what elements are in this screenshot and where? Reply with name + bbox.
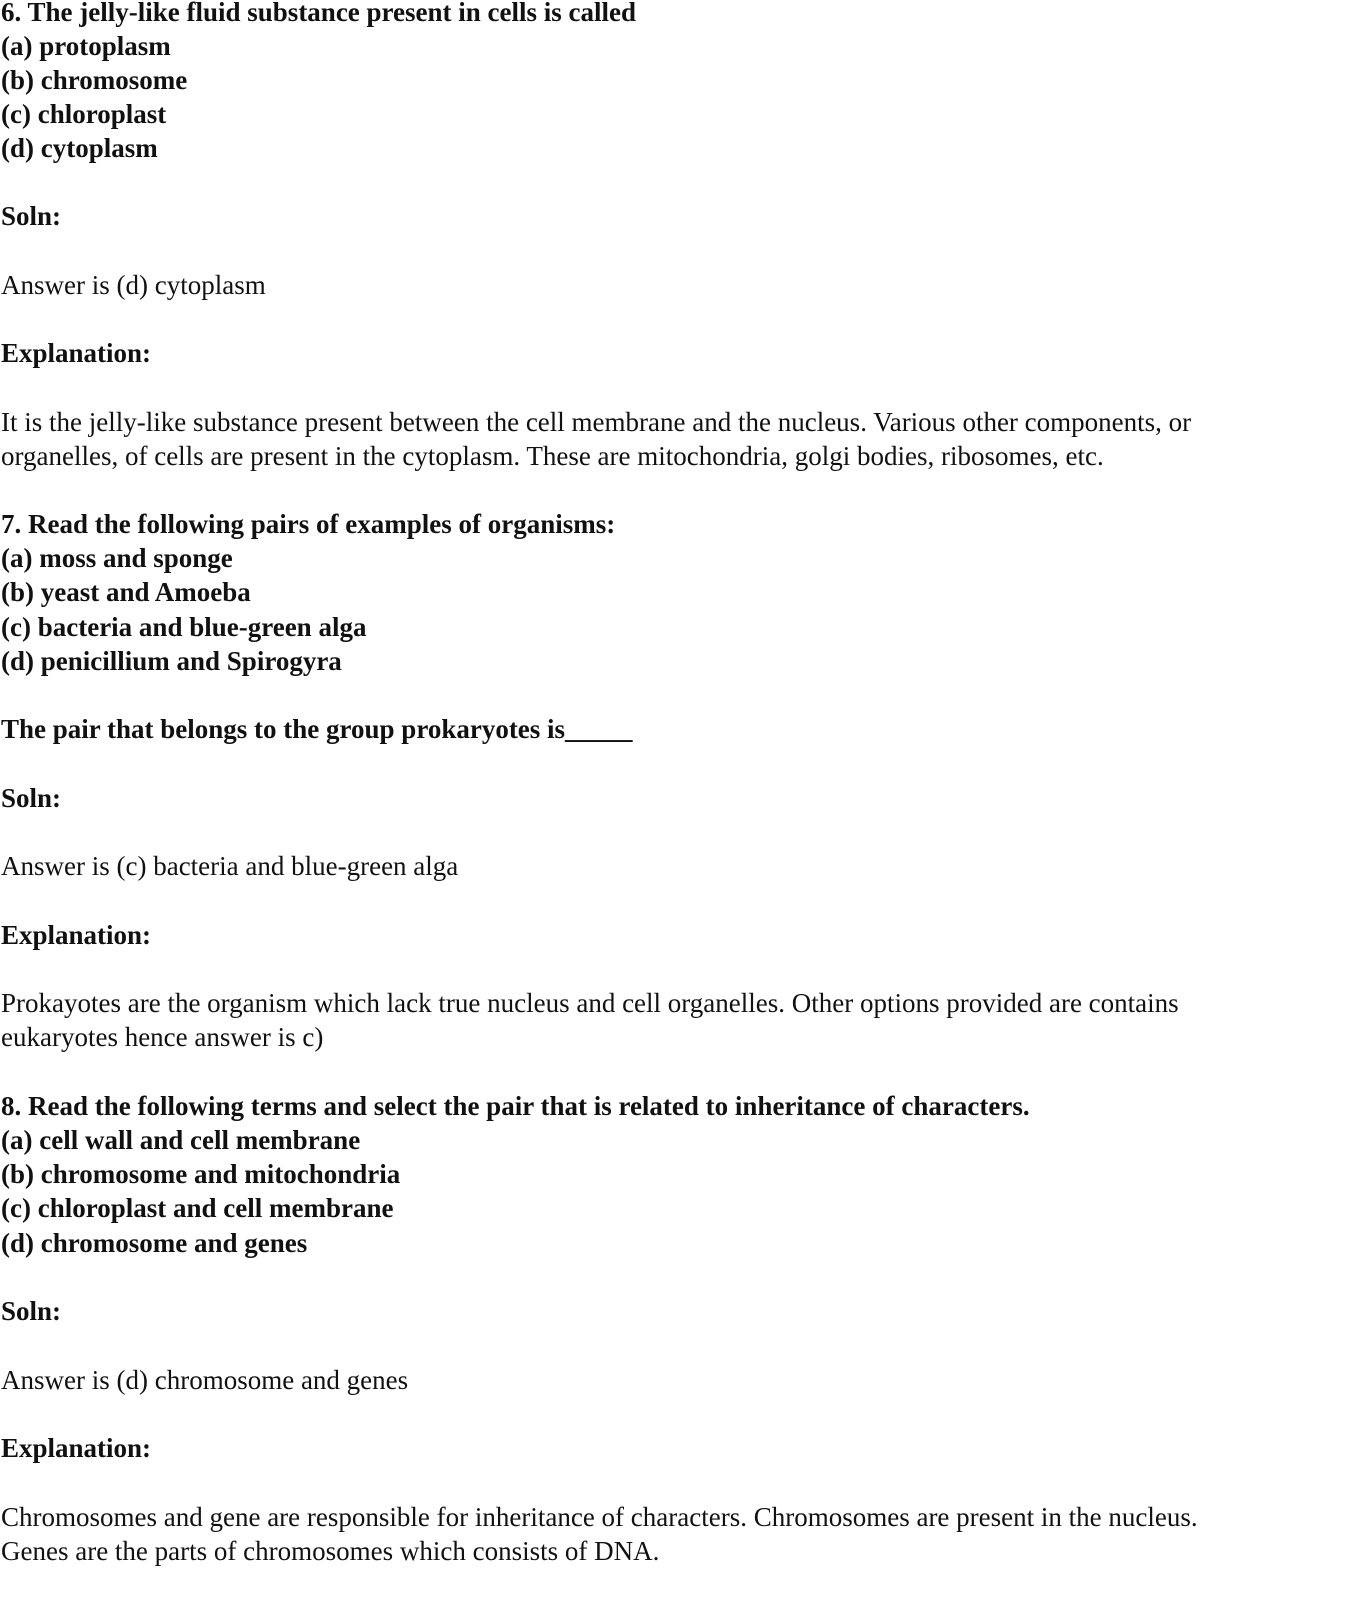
q7-explanation-line-2: eukaryotes hence answer is c) — [1, 1022, 324, 1052]
q7-option-b: (b) yeast and Amoeba — [1, 577, 251, 607]
q8-question: 8. Read the following terms and select the pair that is related to inheritance of characters. — [1, 1091, 1030, 1121]
q6-option-d: (d) cytoplasm — [1, 133, 158, 163]
q8-answer: Answer is (d) chromosome and genes — [1, 1365, 409, 1395]
q7-explanation-line-1: Prokayotes are the organism which lack true nucleus and cell organelles. Other options provided are contains — [1, 988, 1179, 1018]
q8-explanation-line-1: Chromosomes and gene are responsible for inheritance of characters. Chromosomes are present in the nucleus. — [1, 1502, 1198, 1532]
q8-explanation-line-2: Genes are the parts of chromosomes which consists of DNA. — [1, 1536, 660, 1566]
q6-explanation-line-1: It is the jelly-like substance present between the cell membrane and the nucleus. Various other components, or — [1, 407, 1192, 437]
q8-option-c: (c) chloroplast and cell membrane — [1, 1193, 394, 1223]
q6-explanation-label: Explanation: — [1, 338, 152, 368]
q7-option-c: (c) bacteria and blue-green alga — [1, 612, 367, 642]
q7-option-d: (d) penicillium and Spirogyra — [1, 646, 342, 676]
q6-option-b: (b) chromosome — [1, 65, 188, 95]
q8-option-d: (d) chromosome and genes — [1, 1228, 308, 1258]
q6-explanation-line-2: organelles, of cells are present in the cytoplasm. These are mitochondria, golgi bodies, ribosomes, etc. — [1, 441, 1104, 471]
q8-soln-label: Soln: — [1, 1296, 62, 1326]
q8-option-b: (b) chromosome and mitochondria — [1, 1159, 401, 1189]
q6-answer: Answer is (d) cytoplasm — [1, 270, 266, 300]
q6-option-c: (c) chloroplast — [1, 99, 167, 129]
q7-question: 7. Read the following pairs of examples of organisms: — [1, 509, 616, 539]
q6-soln-label: Soln: — [1, 201, 62, 231]
q6-question: 6. The jelly-like fluid substance present in cells is called — [1, 0, 637, 27]
q8-option-a: (a) cell wall and cell membrane — [1, 1125, 361, 1155]
q7-prompt: The pair that belongs to the group prokaryotes is_____ — [1, 714, 633, 744]
q7-soln-label: Soln: — [1, 783, 62, 813]
q8-explanation-label: Explanation: — [1, 1433, 152, 1463]
q7-answer: Answer is (c) bacteria and blue-green alga — [1, 851, 459, 881]
q7-explanation-label: Explanation: — [1, 920, 152, 950]
q7-option-a: (a) moss and sponge — [1, 543, 233, 573]
q6-option-a: (a) protoplasm — [1, 31, 171, 61]
